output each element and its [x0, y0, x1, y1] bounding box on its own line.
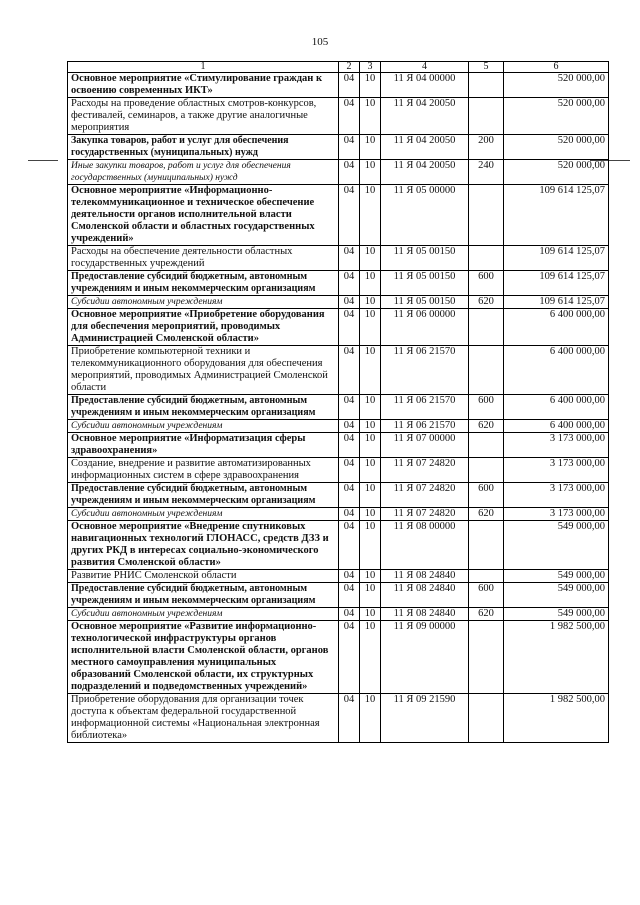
subsection-code-cell: 10: [360, 583, 381, 608]
target-item-code-cell: 11 Я 04 20050: [381, 160, 469, 185]
target-item-code-cell: 11 Я 05 00150: [381, 271, 469, 296]
table-row: [68, 621, 609, 694]
target-item-code-cell: 11 Я 08 24840: [381, 583, 469, 608]
header-cell: 5: [469, 62, 504, 73]
amount-cell: 6 400 000,00: [504, 420, 609, 433]
target-item-code-cell: 11 Я 06 21570: [381, 346, 469, 395]
target-item-code-cell: 11 Я 04 20050: [381, 135, 469, 160]
expense-type-cell: 600: [469, 583, 504, 608]
target-item-code-cell: 11 Я 04 00000: [381, 73, 469, 98]
amount-cell: 549 000,00: [504, 521, 609, 570]
section-code-cell: 04: [339, 309, 360, 346]
row-name-cell: Субсидии автономным учреждениям: [68, 420, 339, 433]
section-code-cell: 04: [339, 694, 360, 743]
target-item-code-cell: 11 Я 08 00000: [381, 521, 469, 570]
section-code-cell: 04: [339, 395, 360, 420]
header-cell: 1: [68, 62, 339, 73]
budget-table: [67, 61, 609, 743]
amount-cell: 6 400 000,00: [504, 395, 609, 420]
row-name-cell: Основное мероприятие «Приобретение оборудования для обеспечения мероприятий, проводимых Администрацией Смоленской области»: [68, 309, 339, 346]
table-row: [68, 73, 609, 98]
expense-type-cell: 620: [469, 296, 504, 309]
table-row: [68, 483, 609, 508]
subsection-code-cell: 10: [360, 346, 381, 395]
row-name-cell: Закупка товаров, работ и услуг для обеспечения государственных (муниципальных) нужд: [68, 135, 339, 160]
amount-cell: 109 614 125,07: [504, 185, 609, 246]
row-name-cell: Приобретение оборудования для организации точек доступа к объектам федеральной государственной информационной системы «Национальная электронная библиотека»: [68, 694, 339, 743]
expense-type-cell: [469, 694, 504, 743]
target-item-code-cell: 11 Я 05 00150: [381, 296, 469, 309]
section-code-cell: 04: [339, 73, 360, 98]
table-row: [68, 508, 609, 521]
expense-type-cell: [469, 621, 504, 694]
section-code-cell: 04: [339, 271, 360, 296]
table-row: [68, 271, 609, 296]
section-code-cell: 04: [339, 458, 360, 483]
subsection-code-cell: 10: [360, 135, 381, 160]
amount-cell: 549 000,00: [504, 583, 609, 608]
subsection-code-cell: 10: [360, 271, 381, 296]
section-code-cell: 04: [339, 135, 360, 160]
amount-cell: 109 614 125,07: [504, 296, 609, 309]
row-name-cell: Расходы на обеспечение деятельности областных государственных учреждений: [68, 246, 339, 271]
target-item-code-cell: 11 Я 06 21570: [381, 395, 469, 420]
target-item-code-cell: 11 Я 05 00000: [381, 185, 469, 246]
section-code-cell: 04: [339, 508, 360, 521]
expense-type-cell: 200: [469, 135, 504, 160]
header-cell: 2: [339, 62, 360, 73]
amount-cell: 6 400 000,00: [504, 346, 609, 395]
table-row: [68, 160, 609, 185]
target-item-code-cell: 11 Я 04 20050: [381, 98, 469, 135]
subsection-code-cell: 10: [360, 433, 381, 458]
section-code-cell: 04: [339, 583, 360, 608]
expense-type-cell: [469, 346, 504, 395]
subsection-code-cell: 10: [360, 621, 381, 694]
header-cell: 4: [381, 62, 469, 73]
row-name-cell: Основное мероприятие «Внедрение спутниковых навигационных технологий ГЛОНАСС, средств ДЗЗ и других РКД в интересах социально-экономического развития Смоленской области»: [68, 521, 339, 570]
section-code-cell: 04: [339, 608, 360, 621]
subsection-code-cell: 10: [360, 570, 381, 583]
amount-cell: 6 400 000,00: [504, 309, 609, 346]
section-code-cell: 04: [339, 346, 360, 395]
header-cell: 3: [360, 62, 381, 73]
expense-type-cell: [469, 246, 504, 271]
expense-type-cell: 600: [469, 483, 504, 508]
table-row: [68, 309, 609, 346]
amount-cell: 3 173 000,00: [504, 483, 609, 508]
subsection-code-cell: 10: [360, 608, 381, 621]
row-name-cell: Субсидии автономным учреждениям: [68, 296, 339, 309]
target-item-code-cell: 11 Я 07 00000: [381, 433, 469, 458]
row-name-cell: Основное мероприятие «Информатизация сферы здравоохранения»: [68, 433, 339, 458]
subsection-code-cell: 10: [360, 160, 381, 185]
row-name-cell: Приобретение компьютерной техники и телекоммуникационного оборудования для обеспечения мероприятий, проводимых Администрацией Смоленской области: [68, 346, 339, 395]
expense-type-cell: [469, 570, 504, 583]
target-item-code-cell: 11 Я 08 24840: [381, 608, 469, 621]
target-item-code-cell: 11 Я 09 00000: [381, 621, 469, 694]
table-row: [68, 246, 609, 271]
target-item-code-cell: 11 Я 07 24820: [381, 483, 469, 508]
row-name-cell: Предоставление субсидий бюджетным, автономным учреждениям и иным некоммерческим организациям: [68, 395, 339, 420]
table-row: [68, 694, 609, 743]
row-name-cell: Субсидии автономным учреждениям: [68, 508, 339, 521]
row-name-cell: Основное мероприятие «Информационно-телекоммуникационное и техническое обеспечение деятельности органов исполнительной власти Смоленской области и областных государственных учреждений»: [68, 185, 339, 246]
header-cell: 6: [504, 62, 609, 73]
amount-cell: 549 000,00: [504, 608, 609, 621]
expense-type-cell: [469, 73, 504, 98]
table-row: [68, 135, 609, 160]
row-name-cell: Развитие РНИС Смоленской области: [68, 570, 339, 583]
amount-cell: 520 000,00: [504, 135, 609, 160]
row-name-cell: Основное мероприятие «Развитие информационно-технологической инфраструктуры органов исполнительной власти Смоленской области, органов местного самоуправления муниципальных образований Смоленской области, их структурных подразделений и подведомственных учреждений»: [68, 621, 339, 694]
subsection-code-cell: 10: [360, 420, 381, 433]
target-item-code-cell: 11 Я 07 24820: [381, 508, 469, 521]
subsection-code-cell: 10: [360, 296, 381, 309]
table-row: [68, 433, 609, 458]
target-item-code-cell: 11 Я 06 00000: [381, 309, 469, 346]
expense-type-cell: 620: [469, 608, 504, 621]
amount-cell: 3 173 000,00: [504, 458, 609, 483]
subsection-code-cell: 10: [360, 521, 381, 570]
table-row: [68, 570, 609, 583]
row-name-cell: Предоставление субсидий бюджетным, автономным учреждениям и иным некоммерческим организациям: [68, 583, 339, 608]
subsection-code-cell: 10: [360, 458, 381, 483]
expense-type-cell: [469, 309, 504, 346]
row-name-cell: Создание, внедрение и развитие автоматизированных информационных систем в сфере здравоохранения: [68, 458, 339, 483]
expense-type-cell: [469, 433, 504, 458]
section-code-cell: 04: [339, 246, 360, 271]
subsection-code-cell: 10: [360, 483, 381, 508]
table-row: [68, 98, 609, 135]
amount-cell: 3 173 000,00: [504, 508, 609, 521]
amount-cell: 520 000,00: [504, 98, 609, 135]
table-row: [68, 185, 609, 246]
row-name-cell: Расходы на проведение областных смотров-конкурсов, фестивалей, семинаров, а также другие аналогичные мероприятия: [68, 98, 339, 135]
amount-cell: 3 173 000,00: [504, 433, 609, 458]
target-item-code-cell: 11 Я 07 24820: [381, 458, 469, 483]
row-name-cell: Предоставление субсидий бюджетным, автономным учреждениям и иным некоммерческим организациям: [68, 271, 339, 296]
expense-type-cell: 600: [469, 271, 504, 296]
amount-cell: 549 000,00: [504, 570, 609, 583]
amount-cell: 520 000,00: [504, 160, 609, 185]
row-name-cell: Основное мероприятие «Стимулирование граждан к освоению современных ИКТ»: [68, 73, 339, 98]
subsection-code-cell: 10: [360, 73, 381, 98]
amount-cell: 1 982 500,00: [504, 694, 609, 743]
table-row: [68, 346, 609, 395]
expense-type-cell: [469, 521, 504, 570]
table-row: [68, 458, 609, 483]
section-code-cell: 04: [339, 483, 360, 508]
expense-type-cell: 600: [469, 395, 504, 420]
row-name-cell: Субсидии автономным учреждениям: [68, 608, 339, 621]
subsection-code-cell: 10: [360, 246, 381, 271]
row-name-cell: Иные закупки товаров, работ и услуг для обеспечения государственных (муниципальных) нужд: [68, 160, 339, 185]
table-row: [68, 420, 609, 433]
subsection-code-cell: 10: [360, 508, 381, 521]
section-code-cell: 04: [339, 296, 360, 309]
target-item-code-cell: 11 Я 09 21590: [381, 694, 469, 743]
subsection-code-cell: 10: [360, 98, 381, 135]
table-row: [68, 608, 609, 621]
amount-cell: 109 614 125,07: [504, 246, 609, 271]
target-item-code-cell: 11 Я 08 24840: [381, 570, 469, 583]
page-number: 105: [311, 36, 329, 48]
header-row: [68, 62, 609, 73]
amount-cell: 109 614 125,07: [504, 271, 609, 296]
expense-type-cell: 240: [469, 160, 504, 185]
section-code-cell: 04: [339, 160, 360, 185]
expense-type-cell: [469, 98, 504, 135]
section-code-cell: 04: [339, 98, 360, 135]
section-code-cell: 04: [339, 433, 360, 458]
table-row: [68, 583, 609, 608]
row-name-cell: Предоставление субсидий бюджетным, автономным учреждениям и иным некоммерческим организациям: [68, 483, 339, 508]
subsection-code-cell: 10: [360, 185, 381, 246]
amount-cell: 1 982 500,00: [504, 621, 609, 694]
target-item-code-cell: 11 Я 06 21570: [381, 420, 469, 433]
table-row: [68, 296, 609, 309]
subsection-code-cell: 10: [360, 309, 381, 346]
table-row: [68, 395, 609, 420]
subsection-code-cell: 10: [360, 694, 381, 743]
scan-edge-mark: [28, 160, 58, 161]
expense-type-cell: [469, 458, 504, 483]
expense-type-cell: 620: [469, 420, 504, 433]
expense-type-cell: 620: [469, 508, 504, 521]
section-code-cell: 04: [339, 570, 360, 583]
table-row: [68, 521, 609, 570]
section-code-cell: 04: [339, 420, 360, 433]
amount-cell: 520 000,00: [504, 73, 609, 98]
target-item-code-cell: 11 Я 05 00150: [381, 246, 469, 271]
section-code-cell: 04: [339, 621, 360, 694]
subsection-code-cell: 10: [360, 395, 381, 420]
expense-type-cell: [469, 185, 504, 246]
section-code-cell: 04: [339, 185, 360, 246]
section-code-cell: 04: [339, 521, 360, 570]
